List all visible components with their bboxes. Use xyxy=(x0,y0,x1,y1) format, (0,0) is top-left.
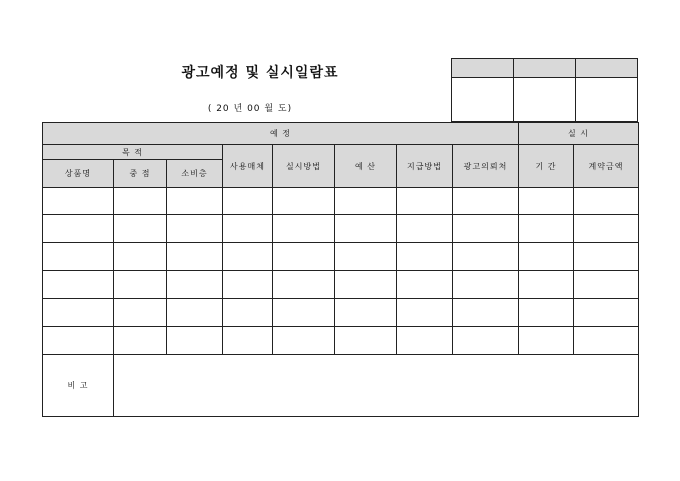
table-cell[interactable] xyxy=(397,188,453,215)
table-cell[interactable] xyxy=(223,271,273,299)
table-cell[interactable] xyxy=(397,243,453,271)
table-cell[interactable] xyxy=(335,188,397,215)
consumer-tier-header: 소비층 xyxy=(167,160,223,188)
table-cell[interactable] xyxy=(574,271,639,299)
table-cell[interactable] xyxy=(453,188,519,215)
table-cell[interactable] xyxy=(223,327,273,355)
table-cell[interactable] xyxy=(273,243,335,271)
table-cell[interactable] xyxy=(519,188,574,215)
table-cell[interactable] xyxy=(114,215,167,243)
table-cell[interactable] xyxy=(43,215,114,243)
table-cell[interactable] xyxy=(574,243,639,271)
approval-header-cell xyxy=(452,59,514,78)
remarks-label: 비 고 xyxy=(43,355,114,417)
table-cell[interactable] xyxy=(43,327,114,355)
method-header: 실시방법 xyxy=(273,145,335,188)
table-cell[interactable] xyxy=(273,215,335,243)
table-cell[interactable] xyxy=(335,327,397,355)
table-row xyxy=(43,215,639,243)
table-cell[interactable] xyxy=(273,299,335,327)
table-cell[interactable] xyxy=(519,271,574,299)
table-cell[interactable] xyxy=(519,215,574,243)
table-cell[interactable] xyxy=(167,188,223,215)
approval-box xyxy=(451,58,638,122)
table-cell[interactable] xyxy=(273,327,335,355)
agency-header: 광고의뢰처 xyxy=(453,145,519,188)
table-cell[interactable] xyxy=(574,215,639,243)
purpose-header: 목 적 xyxy=(43,145,223,160)
table-cell[interactable] xyxy=(43,188,114,215)
table-cell[interactable] xyxy=(167,327,223,355)
media-used-header: 사용매체 xyxy=(223,145,273,188)
table-cell[interactable] xyxy=(167,215,223,243)
table-cell[interactable] xyxy=(114,271,167,299)
table-row xyxy=(43,271,639,299)
table-cell[interactable] xyxy=(574,188,639,215)
table-cell[interactable] xyxy=(397,327,453,355)
approval-header-cell xyxy=(576,59,638,78)
approval-sign-cell[interactable] xyxy=(452,78,514,122)
table-cell[interactable] xyxy=(223,243,273,271)
remarks-row xyxy=(43,355,639,417)
advertising-schedule-table xyxy=(42,122,639,417)
table-cell[interactable] xyxy=(273,271,335,299)
approval-sign-cell[interactable] xyxy=(514,78,576,122)
period-subtitle: ( 20 년 00 월 도) xyxy=(207,104,293,114)
table-cell[interactable] xyxy=(167,299,223,327)
table-cell[interactable] xyxy=(167,243,223,271)
table-cell[interactable] xyxy=(114,188,167,215)
budget-header: 예 산 xyxy=(335,145,397,188)
table-cell[interactable] xyxy=(453,215,519,243)
contract-amount-header: 계약금액 xyxy=(574,145,639,188)
plan-header: 예 정 xyxy=(43,123,519,145)
execution-header: 실 시 xyxy=(519,123,639,145)
table-cell[interactable] xyxy=(453,271,519,299)
table-cell[interactable] xyxy=(397,215,453,243)
table-cell[interactable] xyxy=(335,299,397,327)
table-row xyxy=(43,243,639,271)
payment-method-header: 지급방법 xyxy=(397,145,453,188)
table-cell[interactable] xyxy=(519,243,574,271)
table-cell[interactable] xyxy=(223,188,273,215)
table-cell[interactable] xyxy=(43,243,114,271)
remarks-field[interactable] xyxy=(114,355,639,417)
table-cell[interactable] xyxy=(43,271,114,299)
table-cell[interactable] xyxy=(519,327,574,355)
table-row xyxy=(43,299,639,327)
table-cell[interactable] xyxy=(335,215,397,243)
table-cell[interactable] xyxy=(114,299,167,327)
table-cell[interactable] xyxy=(335,271,397,299)
table-cell[interactable] xyxy=(223,215,273,243)
table-cell[interactable] xyxy=(114,243,167,271)
period-header: 기 간 xyxy=(519,145,574,188)
table-cell[interactable] xyxy=(453,243,519,271)
table-cell[interactable] xyxy=(574,299,639,327)
table-cell[interactable] xyxy=(114,327,167,355)
table-cell[interactable] xyxy=(167,271,223,299)
table-cell[interactable] xyxy=(223,299,273,327)
focus-header: 중 점 xyxy=(114,160,167,188)
table-cell[interactable] xyxy=(453,327,519,355)
table-cell[interactable] xyxy=(397,299,453,327)
table-cell[interactable] xyxy=(43,299,114,327)
approval-sign-cell[interactable] xyxy=(576,78,638,122)
table-cell[interactable] xyxy=(273,188,335,215)
table-cell[interactable] xyxy=(519,299,574,327)
table-row xyxy=(43,327,639,355)
table-cell[interactable] xyxy=(574,327,639,355)
table-cell[interactable] xyxy=(453,299,519,327)
table-row xyxy=(43,188,639,215)
table-cell[interactable] xyxy=(335,243,397,271)
product-name-header: 상품명 xyxy=(43,160,114,188)
table-cell[interactable] xyxy=(397,271,453,299)
approval-header-cell xyxy=(514,59,576,78)
document-title: 광고예정 및 실시일람표 xyxy=(181,65,339,81)
